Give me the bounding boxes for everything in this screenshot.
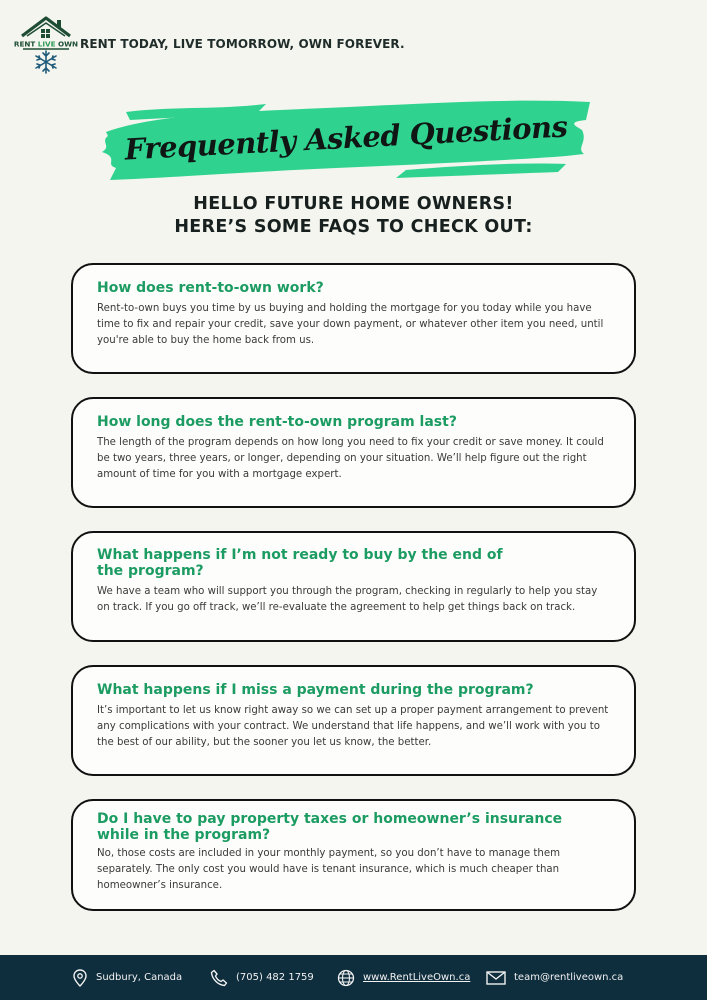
svg-text:RENT LIVE OWN: RENT LIVE OWN [13,39,79,49]
faq-card [71,799,636,911]
faq-answer: It’s important to let us know right away so we can set up a proper payment arrangement to prevent any complications with your contract. We understand that life happens, and we’ll work with you to the best of our ability, but the sooner you let us know, the better. [97,705,609,748]
faq-answer: We have a team who will support you through the program, checking in regularly to help you stay on track. If you go off track, we’ll re-evaluate the agreement to help get things back on track. [97,586,598,613]
phone-text: (705) 482 1759 [236,972,314,983]
faq-card [71,263,636,374]
website-link[interactable]: www.RentLiveOwn.ca [363,972,471,983]
location-text: Sudbury, Canada [96,972,183,983]
faq-question: Do I have to pay property taxes or homeowner’s insurance while in the program? [97,811,563,843]
envelope-icon [486,970,506,986]
intro-line-2: HERE’S SOME FAQS TO CHECK OUT: [174,217,533,237]
faq-question: How long does the rent-to-own program last? [97,414,457,430]
intro-line-1: HELLO FUTURE HOME OWNERS! [193,194,514,214]
faq-banner [96,92,596,184]
footer-website[interactable] [337,955,470,1000]
faq-answer: No, those costs are included in your monthly payment, so you don’t have to manage them separately. The only cost you would have is tenant insurance, which is much cheaper than homeowner’s insurance. [97,848,561,891]
globe-icon [337,969,355,987]
house-snowflake-logo-icon [13,14,79,74]
faq-question: What happens if I’m not ready to buy by the end of the program? [97,547,503,579]
rent-live-own-logo [13,14,79,74]
footer-phone[interactable] [210,955,314,1000]
faq-card [71,665,636,776]
header [13,14,405,74]
faq-answer: The length of the program depends on how long you need to fix your credit or save money. It could be two years, three years, or longer, depending on your situation. We’ll help figure out the right amount of time for you with a mortgage expert. [97,437,604,480]
tagline: RENT TODAY, LIVE TOMORROW, OWN FOREVER. [80,37,405,51]
intro-heading [0,193,707,239]
location-pin-icon [72,969,88,987]
contact-footer [0,955,707,1000]
faq-answer: Rent-to-own buys you time by us buying and holding the mortgage for you today while you have time to fix and repair your credit, save your down payment, or whatever other item you need, until you're able to buy the home back from us. [97,303,604,346]
faq-card [71,397,636,508]
faq-question: What happens if I miss a payment during the program? [97,682,534,698]
banner-title: Frequently Asked Questions [123,109,569,167]
footer-email[interactable] [486,955,623,1000]
phone-icon [210,969,228,987]
email-text[interactable]: team@rentliveown.ca [514,972,624,983]
faq-card [71,531,636,642]
footer-location [72,955,182,1000]
faq-question: How does rent-to-own work? [97,280,324,296]
